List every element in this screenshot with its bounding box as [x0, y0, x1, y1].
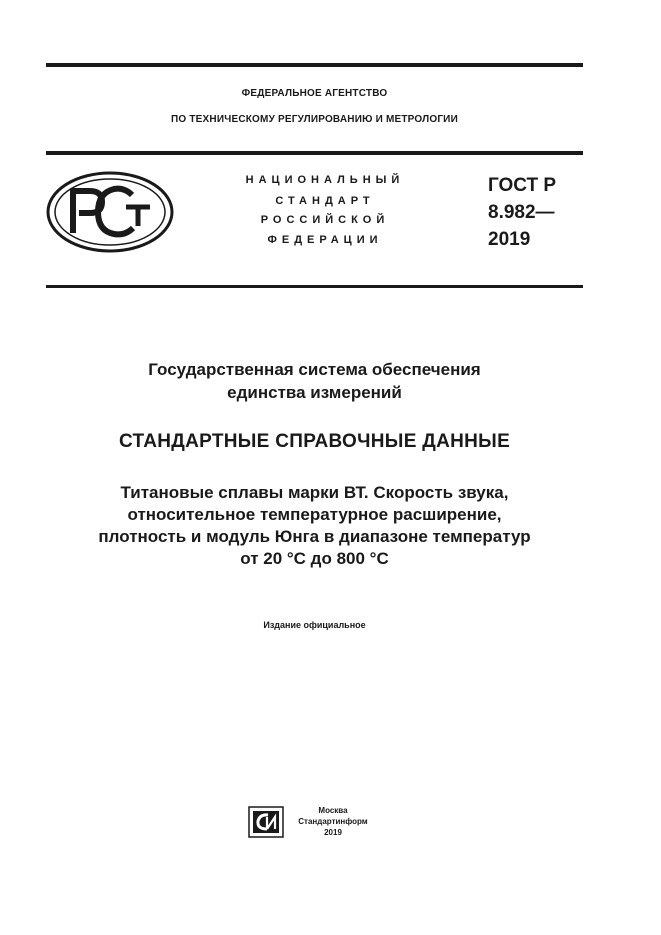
national-standard-line-4: ФЕДЕРАЦИИ: [267, 234, 383, 246]
series-title: [46, 358, 583, 404]
gost-line-2: 8.982—: [488, 202, 555, 223]
edition-label: Издание официальное: [263, 620, 366, 630]
national-standard-line-1: НАЦИОНАЛЬНЫЙ: [245, 174, 405, 186]
publisher-year: 2019: [324, 828, 342, 837]
agency-line-2: ПО ТЕХНИЧЕСКОМУ РЕГУЛИРОВАНИЮ И МЕТРОЛОГИИ: [171, 114, 458, 125]
subtitle-line-3: плотность и модуль Юнга в диапазоне температур: [98, 527, 531, 546]
publisher-info: [290, 805, 376, 838]
gost-line-3: 2019: [488, 229, 531, 250]
series-title-line-1: Государственная система обеспечения: [148, 360, 481, 379]
agency-line-1: ФЕДЕРАЛЬНОЕ АГЕНТСТВО: [241, 88, 388, 99]
subtitle-line-2: относительное температурное расширение,: [127, 505, 502, 524]
gost-line-1: ГОСТ Р: [488, 175, 557, 196]
middle-rule: [46, 151, 583, 155]
subtitle-line-1: Титановые сплавы марки ВТ. Скорость звука,: [120, 483, 509, 502]
subtitle-line-4: от 20 °С до 800 °С: [240, 549, 389, 568]
national-standard-line-3: РОССИЙСКОЙ: [260, 214, 390, 226]
publisher-name: Стандартинформ: [298, 817, 368, 826]
top-rule: [46, 63, 583, 67]
standartinform-logo-icon: [248, 806, 284, 838]
gost-designation: [488, 172, 556, 253]
publisher-city: Москва: [318, 806, 348, 815]
document-subtitle: [46, 482, 583, 570]
bottom-rule: [46, 285, 583, 288]
main-title: СТАНДАРТНЫЕ СПРАВОЧНЫЕ ДАННЫЕ: [118, 431, 511, 452]
national-standard-line-2: СТАНДАРТ: [275, 195, 375, 207]
rst-logo-icon: [46, 171, 174, 253]
series-title-line-2: единства измерений: [227, 383, 402, 402]
